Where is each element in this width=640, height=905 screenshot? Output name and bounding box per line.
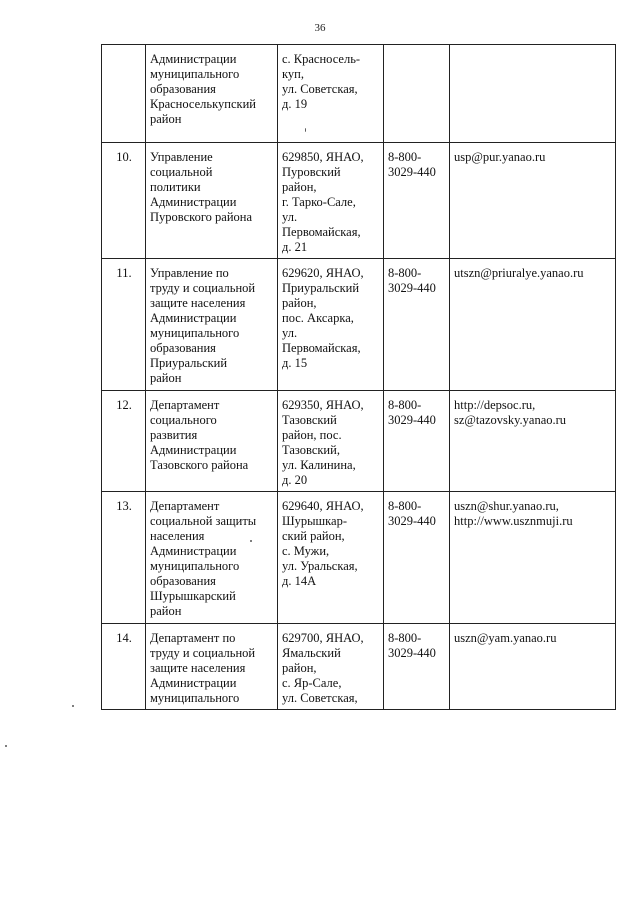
- address-cell-line: куп,: [282, 67, 304, 81]
- organization-cell-line: район: [150, 604, 182, 618]
- organization-cell: [146, 45, 278, 143]
- address-cell-line: ский район,: [282, 529, 345, 543]
- organization-cell-line: социальной: [150, 165, 213, 179]
- address-cell-line: д. 20: [282, 473, 308, 487]
- address-cell-line: с. Яр-Сале,: [282, 676, 342, 690]
- address-cell-line: 629700, ЯНАО,: [282, 631, 364, 645]
- phone-cell-line: 3029-440: [388, 165, 436, 179]
- address-cell-line: д. 19: [282, 97, 308, 111]
- phone-cell-line: 8-800-: [388, 631, 422, 645]
- email-cell-line: uszn@yam.yanao.ru: [454, 631, 557, 645]
- organization-cell-line: Приуральский: [150, 356, 228, 370]
- address-cell-line: Тазовский: [282, 413, 337, 427]
- address-cell: [278, 259, 384, 391]
- email-cell: [450, 259, 616, 391]
- organization-cell-line: район: [150, 112, 182, 126]
- phone-cell: [384, 391, 450, 492]
- table-row: [102, 259, 616, 391]
- address-cell-line: 629640, ЯНАО,: [282, 499, 364, 513]
- address-cell-line: д. 21: [282, 240, 308, 254]
- organization-cell-line: Администрации: [150, 676, 237, 690]
- organization-cell-line: Пуровского района: [150, 210, 253, 224]
- organization-cell-line: муниципального: [150, 326, 240, 340]
- organization-cell: [146, 259, 278, 391]
- organization-cell-line: образования: [150, 341, 216, 355]
- phone-cell-line: 8-800-: [388, 150, 422, 164]
- phone-cell-line: 3029-440: [388, 514, 436, 528]
- row-number: [102, 259, 146, 391]
- address-cell-line: Первомайская,: [282, 341, 361, 355]
- organization-cell-line: Шурышкарский: [150, 589, 236, 603]
- organization-cell: [146, 624, 278, 710]
- phone-cell-line: 3029-440: [388, 281, 436, 295]
- organization-cell-line: развития: [150, 428, 198, 442]
- row-number: [102, 391, 146, 492]
- scan-speck: [5, 745, 7, 747]
- phone-cell: [384, 143, 450, 259]
- email-cell: [450, 143, 616, 259]
- email-cell-line: sz@tazovsky.yanao.ru: [454, 413, 567, 427]
- organization-cell-line: Тазовского района: [150, 458, 249, 472]
- organization-cell-line: Администрации: [150, 195, 237, 209]
- address-cell-line: район,: [282, 661, 317, 675]
- phone-cell-line: 3029-440: [388, 413, 436, 427]
- phone-cell-line: 3029-440: [388, 646, 436, 660]
- phone-cell: [384, 45, 450, 143]
- organization-cell-line: труду и социальной: [150, 646, 256, 660]
- organization-cell: [146, 391, 278, 492]
- address-cell-line: Пуровский: [282, 165, 341, 179]
- organization-cell: [146, 143, 278, 259]
- organization-cell-line: район: [150, 371, 182, 385]
- address-cell-line: пос. Аксарка,: [282, 311, 354, 325]
- organization-cell-line: муниципального: [150, 67, 240, 81]
- address-cell-line: Первомайская,: [282, 225, 361, 239]
- row-number: [102, 624, 146, 710]
- address-cell: [278, 391, 384, 492]
- row-number: [102, 143, 146, 259]
- address-cell-line: д. 14А: [282, 574, 317, 588]
- address-cell-line: г. Тарко-Сале,: [282, 195, 356, 209]
- email-cell: [450, 624, 616, 710]
- address-cell: [278, 143, 384, 259]
- organization-cell-line: Департамент: [150, 499, 220, 513]
- address-cell-line: Ямальский: [282, 646, 341, 660]
- address-cell-line: д. 15: [282, 356, 308, 370]
- row-number-text: 13.: [116, 499, 132, 513]
- organization-cell-line: Департамент: [150, 398, 220, 412]
- address-cell-line: ул. Советская,: [282, 691, 358, 705]
- address-cell-line: район, пос.: [282, 428, 342, 442]
- organization-cell-line: Управление: [150, 150, 213, 164]
- table-row: [102, 143, 616, 259]
- email-cell-line: http://depsoc.ru,: [454, 398, 536, 412]
- organization-cell-line: социальной защиты: [150, 514, 257, 528]
- address-cell-line: Приуральский: [282, 281, 360, 295]
- phone-cell: [384, 259, 450, 391]
- email-cell-line: http://www.usznmuji.ru: [454, 514, 573, 528]
- email-cell-line: uszn@shur.yanao.ru,: [454, 499, 559, 513]
- scan-speck: [72, 705, 74, 707]
- table-row: [102, 492, 616, 624]
- email-cell: [450, 391, 616, 492]
- address-cell-line: район,: [282, 296, 317, 310]
- phone-cell-line: 8-800-: [388, 266, 422, 280]
- phone-cell-line: 8-800-: [388, 499, 422, 513]
- address-cell-line: ул. Уральская,: [282, 559, 358, 573]
- table-row: [102, 624, 616, 710]
- phone-cell-line: 8-800-: [388, 398, 422, 412]
- organization-cell-line: защите населения: [150, 296, 246, 310]
- organization-cell-line: Департамент по: [150, 631, 236, 645]
- email-cell-line: utszn@priuralye.yanao.ru: [454, 266, 584, 280]
- address-cell-line: ул.: [282, 210, 298, 224]
- organization-cell-line: социального: [150, 413, 217, 427]
- page-number: 36: [314, 22, 326, 34]
- table-row: [102, 391, 616, 492]
- organization-cell-line: Администрации: [150, 52, 237, 66]
- email-cell-line: usp@pur.yanao.ru: [454, 150, 546, 164]
- address-cell-line: ул. Советская,: [282, 82, 358, 96]
- address-cell-line: Шурышкар-: [282, 514, 347, 528]
- organization-cell-line: Администрации: [150, 443, 237, 457]
- organization-cell-line: Администрации: [150, 544, 237, 558]
- organization-cell-line: защите населения: [150, 661, 246, 675]
- address-cell-line: ул.: [282, 326, 298, 340]
- organization-cell-line: образования: [150, 574, 216, 588]
- agencies-table: [101, 44, 616, 710]
- address-cell-line: район,: [282, 180, 317, 194]
- address-cell-line: 629850, ЯНАО,: [282, 150, 364, 164]
- scan-speck: [305, 128, 306, 132]
- organization-cell-line: муниципального: [150, 559, 240, 573]
- address-cell-line: 629620, ЯНАО,: [282, 266, 364, 280]
- organization-cell-line: труду и социальной: [150, 281, 256, 295]
- row-number: [102, 45, 146, 143]
- row-number-text: 10.: [116, 150, 132, 164]
- organization-cell-line: Красноселькупский: [150, 97, 256, 111]
- organization-cell-line: населения: [150, 529, 205, 543]
- organization-cell: [146, 492, 278, 624]
- row-number-text: 11.: [116, 266, 132, 280]
- address-cell: [278, 624, 384, 710]
- organization-cell-line: образования: [150, 82, 216, 96]
- address-cell-line: Тазовский,: [282, 443, 340, 457]
- address-cell-line: с. Мужи,: [282, 544, 330, 558]
- address-cell-line: ул. Калинина,: [282, 458, 356, 472]
- phone-cell: [384, 492, 450, 624]
- row-number-text: 12.: [116, 398, 132, 412]
- email-cell: [450, 45, 616, 143]
- table-row: [102, 45, 616, 143]
- organization-cell-line: политики: [150, 180, 201, 194]
- address-cell-line: 629350, ЯНАО,: [282, 398, 364, 412]
- email-cell: [450, 492, 616, 624]
- organization-cell-line: Администрации: [150, 311, 237, 325]
- address-cell: [278, 45, 384, 143]
- scan-speck: [250, 540, 252, 542]
- row-number: [102, 492, 146, 624]
- address-cell-line: с. Красносель-: [282, 52, 361, 66]
- address-cell: [278, 492, 384, 624]
- organization-cell-line: Управление по: [150, 266, 229, 280]
- phone-cell: [384, 624, 450, 710]
- row-number-text: 14.: [116, 631, 132, 645]
- organization-cell-line: муниципального: [150, 691, 240, 705]
